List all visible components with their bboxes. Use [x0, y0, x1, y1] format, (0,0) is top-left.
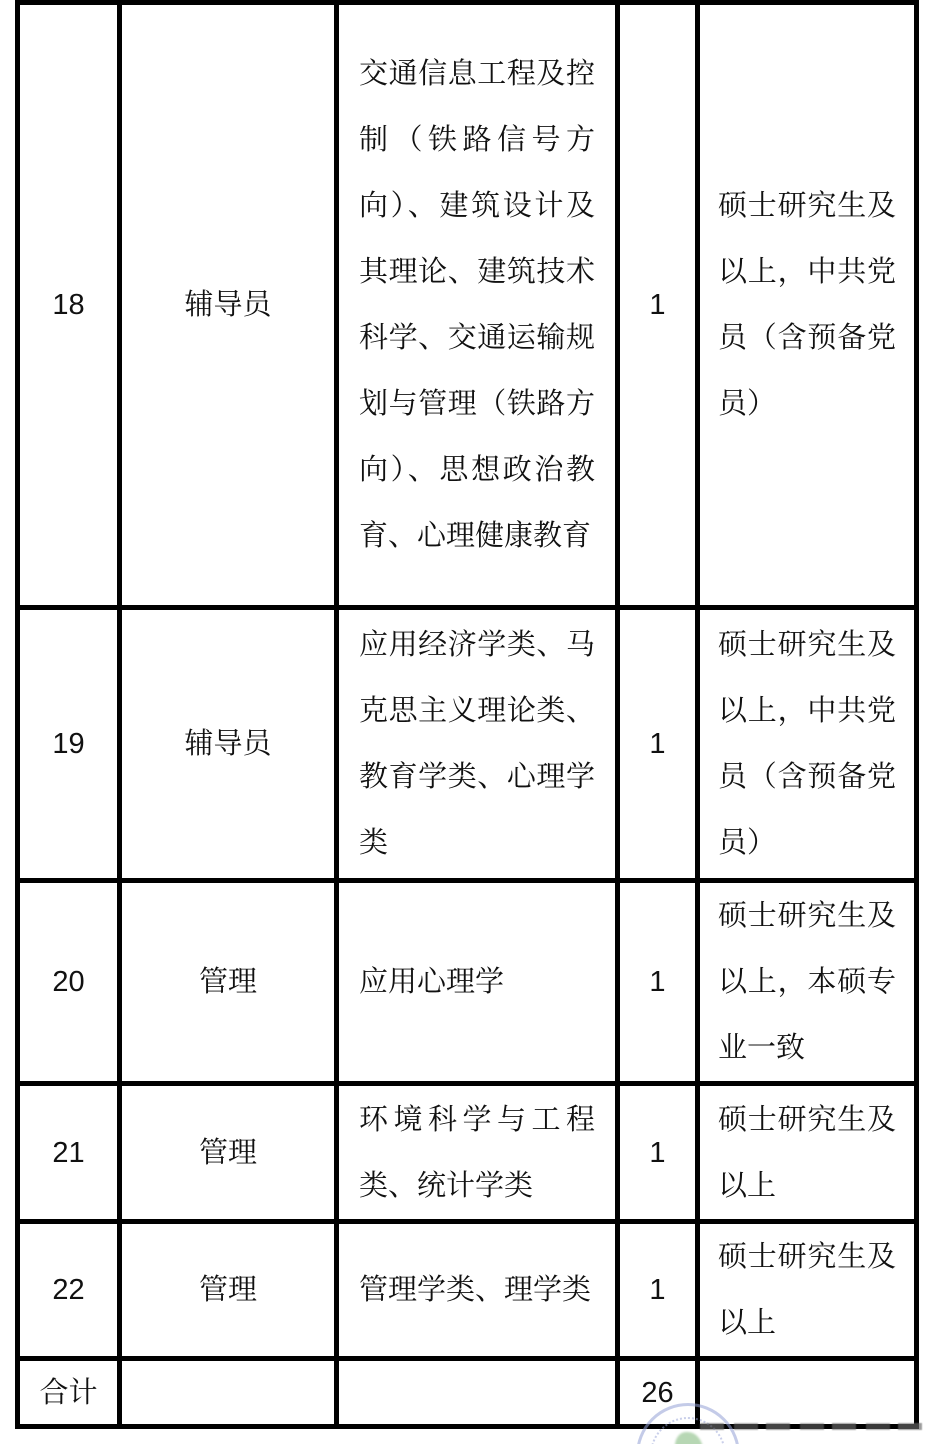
post-cell: 管理: [120, 881, 337, 1084]
requirement-cell: [698, 881, 917, 1084]
majors-cell: [337, 1084, 618, 1222]
seal-emblem: [675, 1432, 703, 1444]
majors-text: 交通信息工程及控制（铁路信号方向）、建筑设计及其理论、建筑技术科学、交通运输规划与管理（铁路方向）、思想政治教育、心理健康教育: [359, 58, 595, 552]
requirement-cell: [698, 608, 917, 881]
requirement-text: 硕士研究生及以上，本硕专业一致: [718, 900, 896, 1064]
requirement-text: 硕士研究生及以上: [718, 1103, 896, 1202]
table-row: [18, 3, 917, 608]
majors-text: 管理学类、理学类: [359, 1274, 592, 1306]
majors-text: 应用经济学类、马克思主义理论类、教育学类、心理学类: [359, 629, 595, 859]
requirement-cell: [698, 1222, 917, 1359]
requirement-text: 硕士研究生及以上，中共党员（含预备党员）: [718, 629, 896, 859]
row-number-cell: 22: [18, 1222, 120, 1359]
total-count-cell: 26: [618, 1359, 698, 1427]
table-row: [18, 1222, 917, 1359]
table-row: [18, 608, 917, 881]
requirement-text: 硕士研究生及以上: [718, 1241, 896, 1339]
total-row: [18, 1359, 917, 1427]
count-cell: 1: [618, 1222, 698, 1359]
majors-text: 环境科学与工程类、统计学类: [359, 1103, 595, 1202]
table-row: [18, 881, 917, 1084]
majors-cell: [337, 3, 618, 608]
post-cell: 辅导员: [120, 3, 337, 608]
count-cell: 1: [618, 608, 698, 881]
post-cell: 辅导员: [120, 608, 337, 881]
row-number-cell: 18: [18, 3, 120, 608]
count-cell: 1: [618, 1084, 698, 1222]
majors-cell: [337, 1359, 618, 1427]
majors-cell: [337, 881, 618, 1084]
row-number-cell: 21: [18, 1084, 120, 1222]
requirement-text: 硕士研究生及以上，中共党员（含预备党员）: [718, 190, 896, 420]
post-cell: [120, 1359, 337, 1427]
requirement-cell: [698, 1084, 917, 1222]
table-row: [18, 1084, 917, 1222]
count-cell: 1: [618, 3, 698, 608]
row-number-cell: 20: [18, 881, 120, 1084]
post-cell: 管理: [120, 1084, 337, 1222]
majors-text: 应用心理学: [359, 966, 505, 998]
majors-cell: [337, 1222, 618, 1359]
count-cell: 1: [618, 881, 698, 1084]
requirement-cell: [698, 1359, 917, 1427]
majors-cell: [337, 608, 618, 881]
post-cell: 管理: [120, 1222, 337, 1359]
requirement-cell: [698, 3, 917, 608]
recruitment-table: [15, 0, 919, 1429]
total-label-cell: 合计: [18, 1359, 120, 1427]
row-number-cell: 19: [18, 608, 120, 881]
